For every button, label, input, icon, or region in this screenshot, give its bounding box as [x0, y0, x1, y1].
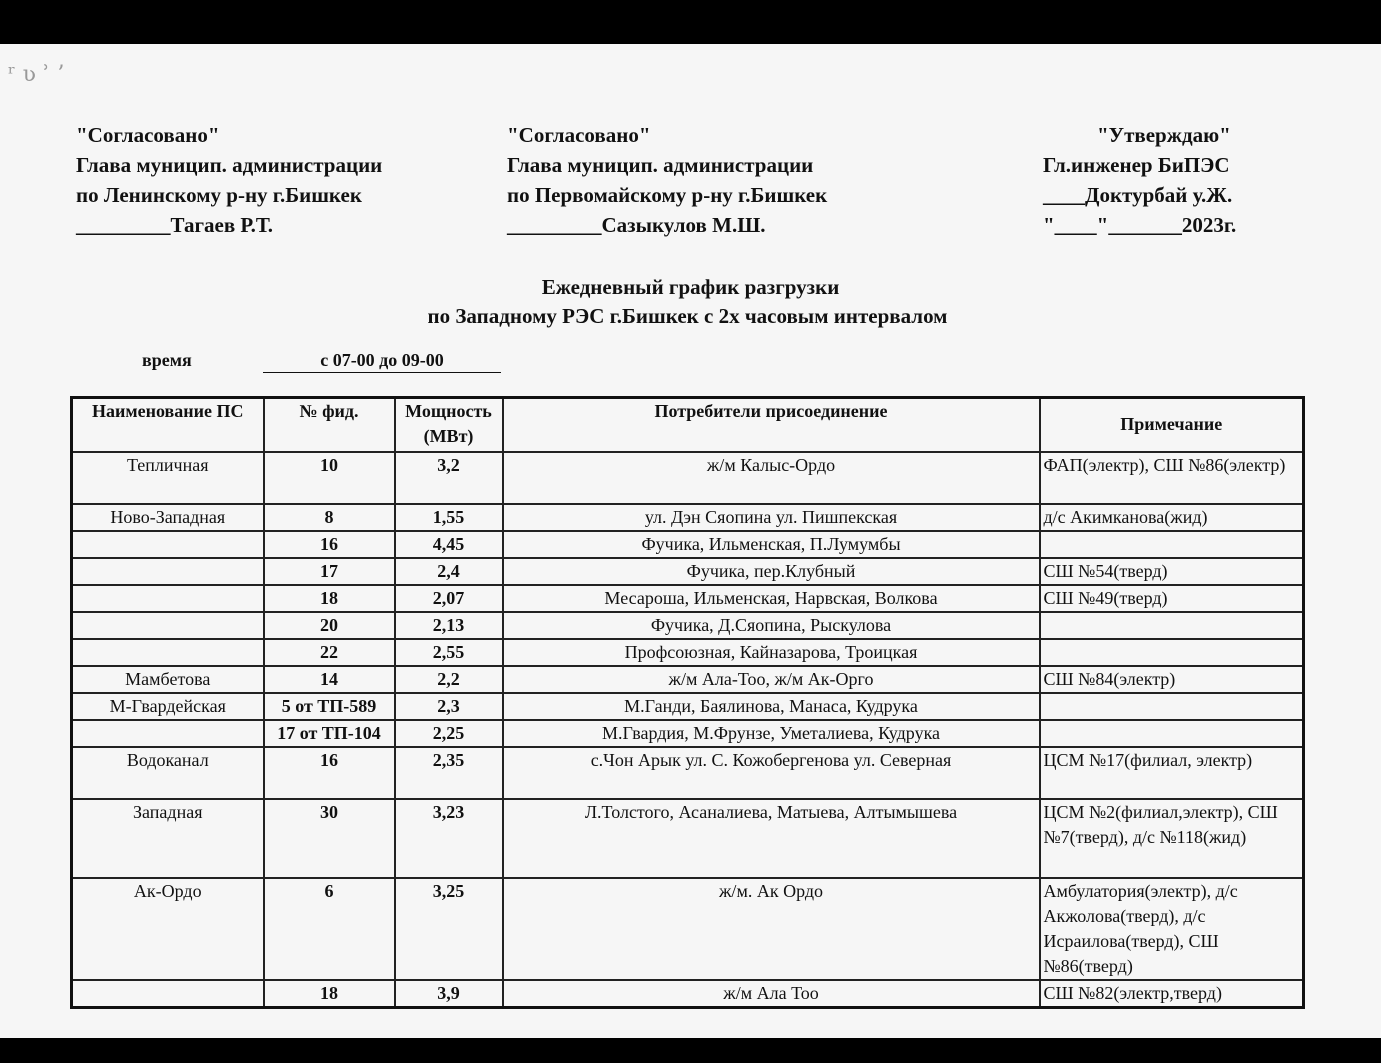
note-cell [1040, 612, 1304, 639]
document-page [0, 44, 1381, 1038]
consumers-cell: ул. Дэн Сяопина ул. Пишпекская [503, 504, 1040, 531]
handwritten-mark: ʳ ʋ ʾ ʼ [8, 62, 64, 87]
consumers-cell: М.Гвардия, М.Фрунзе, Уметалиева, Кудрука [503, 720, 1040, 747]
table-row [72, 452, 1304, 504]
note-cell: Амбулатория(электр), д/с Акжолова(тверд), д/с Исраилова(тверд), СШ №86(тверд) [1040, 878, 1304, 980]
approval-title: "Утверждаю" [1097, 123, 1231, 147]
schedule-table [70, 396, 1305, 1009]
note-cell [1040, 531, 1304, 558]
approval-signature: _________Сазыкулов М.Ш. [507, 213, 766, 237]
power-cell: 2,35 [395, 747, 503, 799]
power-cell: 2,55 [395, 639, 503, 666]
note-cell: СШ №54(тверд) [1040, 558, 1304, 585]
power-cell: 2,4 [395, 558, 503, 585]
table-row [72, 531, 1304, 558]
power-cell: 3,25 [395, 878, 503, 980]
title-line-1: Ежедневный график разгрузки [541, 275, 840, 299]
header-consumers: Потребители присоединение [503, 398, 1040, 452]
substation-cell [72, 531, 264, 558]
feeder-cell: 17 [264, 558, 395, 585]
consumers-cell: с.Чон Арык ул. С. Кожобергенова ул. Северная [503, 747, 1040, 799]
consumers-cell: Профсоюзная, Кайназарова, Троицкая [503, 639, 1040, 666]
header-feeder: № фид. [264, 398, 395, 452]
feeder-cell: 18 [264, 585, 395, 612]
note-cell: ЦСМ №17(филиал, электр) [1040, 747, 1304, 799]
substation-cell [72, 612, 264, 639]
title-line-2: по Западному РЭС г.Бишкек с 2х часовым интервалом [427, 304, 948, 328]
feeder-cell: 8 [264, 504, 395, 531]
approval-position: Глава муницип. администрации [507, 153, 814, 177]
power-cell: 1,55 [395, 504, 503, 531]
substation-cell: Тепличная [72, 452, 264, 504]
consumers-cell: Фучика, пер.Клубный [503, 558, 1040, 585]
feeder-cell: 20 [264, 612, 395, 639]
note-cell: СШ №84(электр) [1040, 666, 1304, 693]
note-cell: ФАП(электр), СШ №86(электр) [1040, 452, 1304, 504]
feeder-cell: 10 [264, 452, 395, 504]
note-cell: ЦСМ №2(филиал,электр), СШ №7(тверд), д/с №118(жид) [1040, 799, 1304, 878]
consumers-cell: ж/м Калыс-Ордо [503, 452, 1040, 504]
feeder-cell: 5 от ТП-589 [264, 693, 395, 720]
power-cell: 2,3 [395, 693, 503, 720]
approval-block-pervomaisky [507, 120, 827, 240]
table-row [72, 504, 1304, 531]
table-row [72, 878, 1304, 980]
table-row [72, 693, 1304, 720]
consumers-cell: М.Ганди, Баялинова, Манаса, Кудрука [503, 693, 1040, 720]
document-title [0, 273, 1381, 331]
consumers-cell: ж/м Ала-Тоо, ж/м Ак-Орго [503, 666, 1040, 693]
consumers-cell: ж/м. Ак Ордо [503, 878, 1040, 980]
consumers-cell: Фучика, Ильменская, П.Лумумбы [503, 531, 1040, 558]
consumers-cell: ж/м Ала Тоо [503, 980, 1040, 1008]
substation-cell: Мамбетова [72, 666, 264, 693]
note-cell: д/с Акимканова(жид) [1040, 504, 1304, 531]
note-cell: СШ №82(электр,тверд) [1040, 980, 1304, 1008]
feeder-cell: 30 [264, 799, 395, 878]
time-label: время [142, 350, 192, 370]
header-substation: Наименование ПС [72, 398, 264, 452]
approval-block-leninsky [76, 120, 382, 240]
consumers-cell: Месароша, Ильменская, Нарвская, Волкова [503, 585, 1040, 612]
approval-title: "Согласовано" [507, 123, 651, 147]
table-row [72, 720, 1304, 747]
table-row [72, 747, 1304, 799]
table-row [72, 799, 1304, 878]
consumers-cell: Л.Толстого, Асаналиева, Матыева, Алтымышева [503, 799, 1040, 878]
power-cell: 2,07 [395, 585, 503, 612]
approval-district: по Ленинскому р-ну г.Бишкек [76, 183, 362, 207]
time-interval: с 07-00 до 09-00 [263, 350, 501, 373]
approval-district: по Первомайскому р-ну г.Бишкек [507, 183, 828, 207]
approval-date: "____"_______2023г. [1043, 213, 1237, 237]
power-cell: 3,23 [395, 799, 503, 878]
substation-cell [72, 980, 264, 1008]
approval-block-chief-engineer [1043, 120, 1236, 240]
table-row [72, 980, 1304, 1008]
note-cell: СШ №49(тверд) [1040, 585, 1304, 612]
consumers-cell: Фучика, Д.Сяопина, Рыскулова [503, 612, 1040, 639]
table-header-row [72, 398, 1304, 452]
approval-signature: _________Тагаев Р.Т. [76, 213, 274, 237]
power-cell: 2,25 [395, 720, 503, 747]
substation-cell: Водоканал [72, 747, 264, 799]
feeder-cell: 18 [264, 980, 395, 1008]
feeder-cell: 14 [264, 666, 395, 693]
substation-cell [72, 585, 264, 612]
table-row [72, 612, 1304, 639]
approval-signature: ____Доктурбай у.Ж. [1043, 183, 1233, 207]
power-cell: 3,9 [395, 980, 503, 1008]
header-power: Мощность (МВт) [395, 398, 503, 452]
substation-cell: Ак-Ордо [72, 878, 264, 980]
table-row [72, 666, 1304, 693]
approval-position: Гл.инженер БиПЭС [1043, 153, 1230, 177]
power-cell: 2,2 [395, 666, 503, 693]
substation-cell: М-Гвардейская [72, 693, 264, 720]
note-cell [1040, 693, 1304, 720]
approval-position: Глава муницип. администрации [76, 153, 383, 177]
feeder-cell: 22 [264, 639, 395, 666]
power-cell: 3,2 [395, 452, 503, 504]
power-cell: 4,45 [395, 531, 503, 558]
substation-cell [72, 558, 264, 585]
table-row [72, 639, 1304, 666]
feeder-cell: 16 [264, 747, 395, 799]
feeder-cell: 16 [264, 531, 395, 558]
power-cell: 2,13 [395, 612, 503, 639]
feeder-cell: 6 [264, 878, 395, 980]
table-row [72, 585, 1304, 612]
substation-cell: Ново-Западная [72, 504, 264, 531]
substation-cell: Западная [72, 799, 264, 878]
approval-title: "Согласовано" [76, 123, 220, 147]
header-note: Примечание [1040, 398, 1304, 452]
note-cell [1040, 720, 1304, 747]
substation-cell [72, 639, 264, 666]
substation-cell [72, 720, 264, 747]
table-row [72, 558, 1304, 585]
note-cell [1040, 639, 1304, 666]
feeder-cell: 17 от ТП-104 [264, 720, 395, 747]
